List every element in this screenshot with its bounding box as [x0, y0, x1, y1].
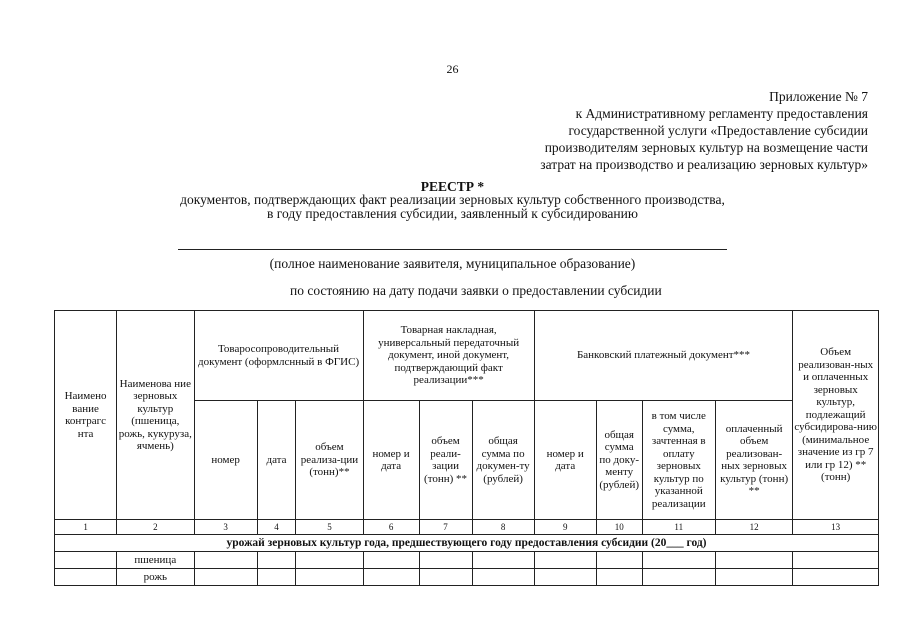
table-cell [419, 552, 472, 569]
header-date: дата [257, 401, 296, 520]
column-number: 5 [296, 520, 363, 535]
header-transport-doc: Товаросопроводительный документ (оформлснный в ФГИС) [194, 311, 363, 401]
table-cell [793, 569, 879, 586]
column-number: 1 [55, 520, 117, 535]
table-cell [596, 569, 642, 586]
header-crop-name: Наименова ние зерновых культур (пшеница, рожь, кукуруза, ячмень) [117, 311, 194, 520]
column-number: 2 [117, 520, 194, 535]
header-volume-sold-invoice: объем реали-зации (тонн) ** [419, 401, 472, 520]
column-number: 11 [642, 520, 715, 535]
header-bank-doc: Банковский платежный документ*** [534, 311, 793, 401]
table-cell [793, 552, 879, 569]
header-credited-sum: в том числе сумма, зачтенная в оплату зерновых культур по указанной реализации [642, 401, 715, 520]
header-volume-subsidy: Объем реализован-ных и оплаченных зерновых культур, подлежащий субсидирова-нию (минимальное значение из гр 7 или гр 12) ** (тонн) [793, 311, 879, 520]
header-volume-sold: объем реализа-ции (тонн)** [296, 401, 363, 520]
as-of-date-text: по состоянию на дату подачи заявки о предоставлении субсидии [290, 283, 662, 298]
table-cell [534, 569, 596, 586]
table-cell [296, 569, 363, 586]
header-row-top [55, 311, 879, 401]
column-number: 9 [534, 520, 596, 535]
registry-subtitle-line: в году предоставления субсидии, заявленный к субсидированию [267, 206, 638, 221]
registry-subtitle [0, 193, 905, 221]
table-row [55, 569, 879, 586]
column-number: 7 [419, 520, 472, 535]
appendix-block [496, 88, 868, 173]
appendix-line: к Административному регламенту предоставления [575, 106, 868, 121]
section-row [55, 535, 879, 552]
table-cell [472, 569, 534, 586]
column-number: 3 [194, 520, 257, 535]
appendix-line: Приложение № 7 [769, 89, 868, 104]
table-cell [642, 552, 715, 569]
table-cell [257, 552, 296, 569]
column-number: 6 [363, 520, 419, 535]
crop-name-cell: рожь [117, 569, 194, 586]
header-paid-volume: оплаченный объем реализован-ных зерновых культур (тонн) ** [715, 401, 792, 520]
table-cell [194, 569, 257, 586]
table-row [55, 552, 879, 569]
header-contractor: Наимено вание контрагс нта [55, 311, 117, 520]
table-cell [715, 552, 792, 569]
header-number-date: номер и дата [363, 401, 419, 520]
table-cell [596, 552, 642, 569]
column-number: 4 [257, 520, 296, 535]
table-cell [363, 569, 419, 586]
appendix-line: государственной услуги «Предоставление субсидии [568, 123, 868, 138]
table-cell [419, 569, 472, 586]
page-number: 26 [446, 62, 459, 76]
applicant-name-line [178, 249, 727, 250]
column-number-row [55, 520, 879, 535]
table-cell [55, 569, 117, 586]
table-cell [296, 552, 363, 569]
header-number-date-bank: номер и дата [534, 401, 596, 520]
column-number: 10 [596, 520, 642, 535]
registry-subtitle-line: документов, подтверждающих факт реализации зерновых культур собственного производства, [180, 192, 725, 207]
table-cell [642, 569, 715, 586]
appendix-line: производителям зерновых культур на возмещение части [544, 140, 868, 155]
table-cell [363, 552, 419, 569]
table-cell [194, 552, 257, 569]
column-number: 12 [715, 520, 792, 535]
applicant-caption: (полное наименование заявителя, муниципальное образование) [269, 256, 636, 271]
table-cell [472, 552, 534, 569]
header-number: номер [194, 401, 257, 520]
registry-table [54, 310, 879, 586]
table-cell [257, 569, 296, 586]
header-total-sum-bank: общая сумма по доку-менту (рублей) [596, 401, 642, 520]
table-cell [534, 552, 596, 569]
header-invoice-doc: Товарная накладная, универсальный передаточный документ, иной документ, подтверждающий факт реализации*** [363, 311, 534, 401]
column-number: 13 [793, 520, 879, 535]
column-number: 8 [472, 520, 534, 535]
appendix-line: затрат на производство и реализацию зерновых культур» [540, 157, 868, 172]
header-total-sum-doc: общая сумма по докумен-ту (рублей) [472, 401, 534, 520]
section-title: урожай зерновых культур года, предшествующего году предоставления субсидии (20___ год) [55, 535, 879, 552]
registry-title: РЕЕСТР * [420, 179, 485, 194]
crop-name-cell: пшеница [117, 552, 194, 569]
table-cell [715, 569, 792, 586]
table-cell [55, 552, 117, 569]
